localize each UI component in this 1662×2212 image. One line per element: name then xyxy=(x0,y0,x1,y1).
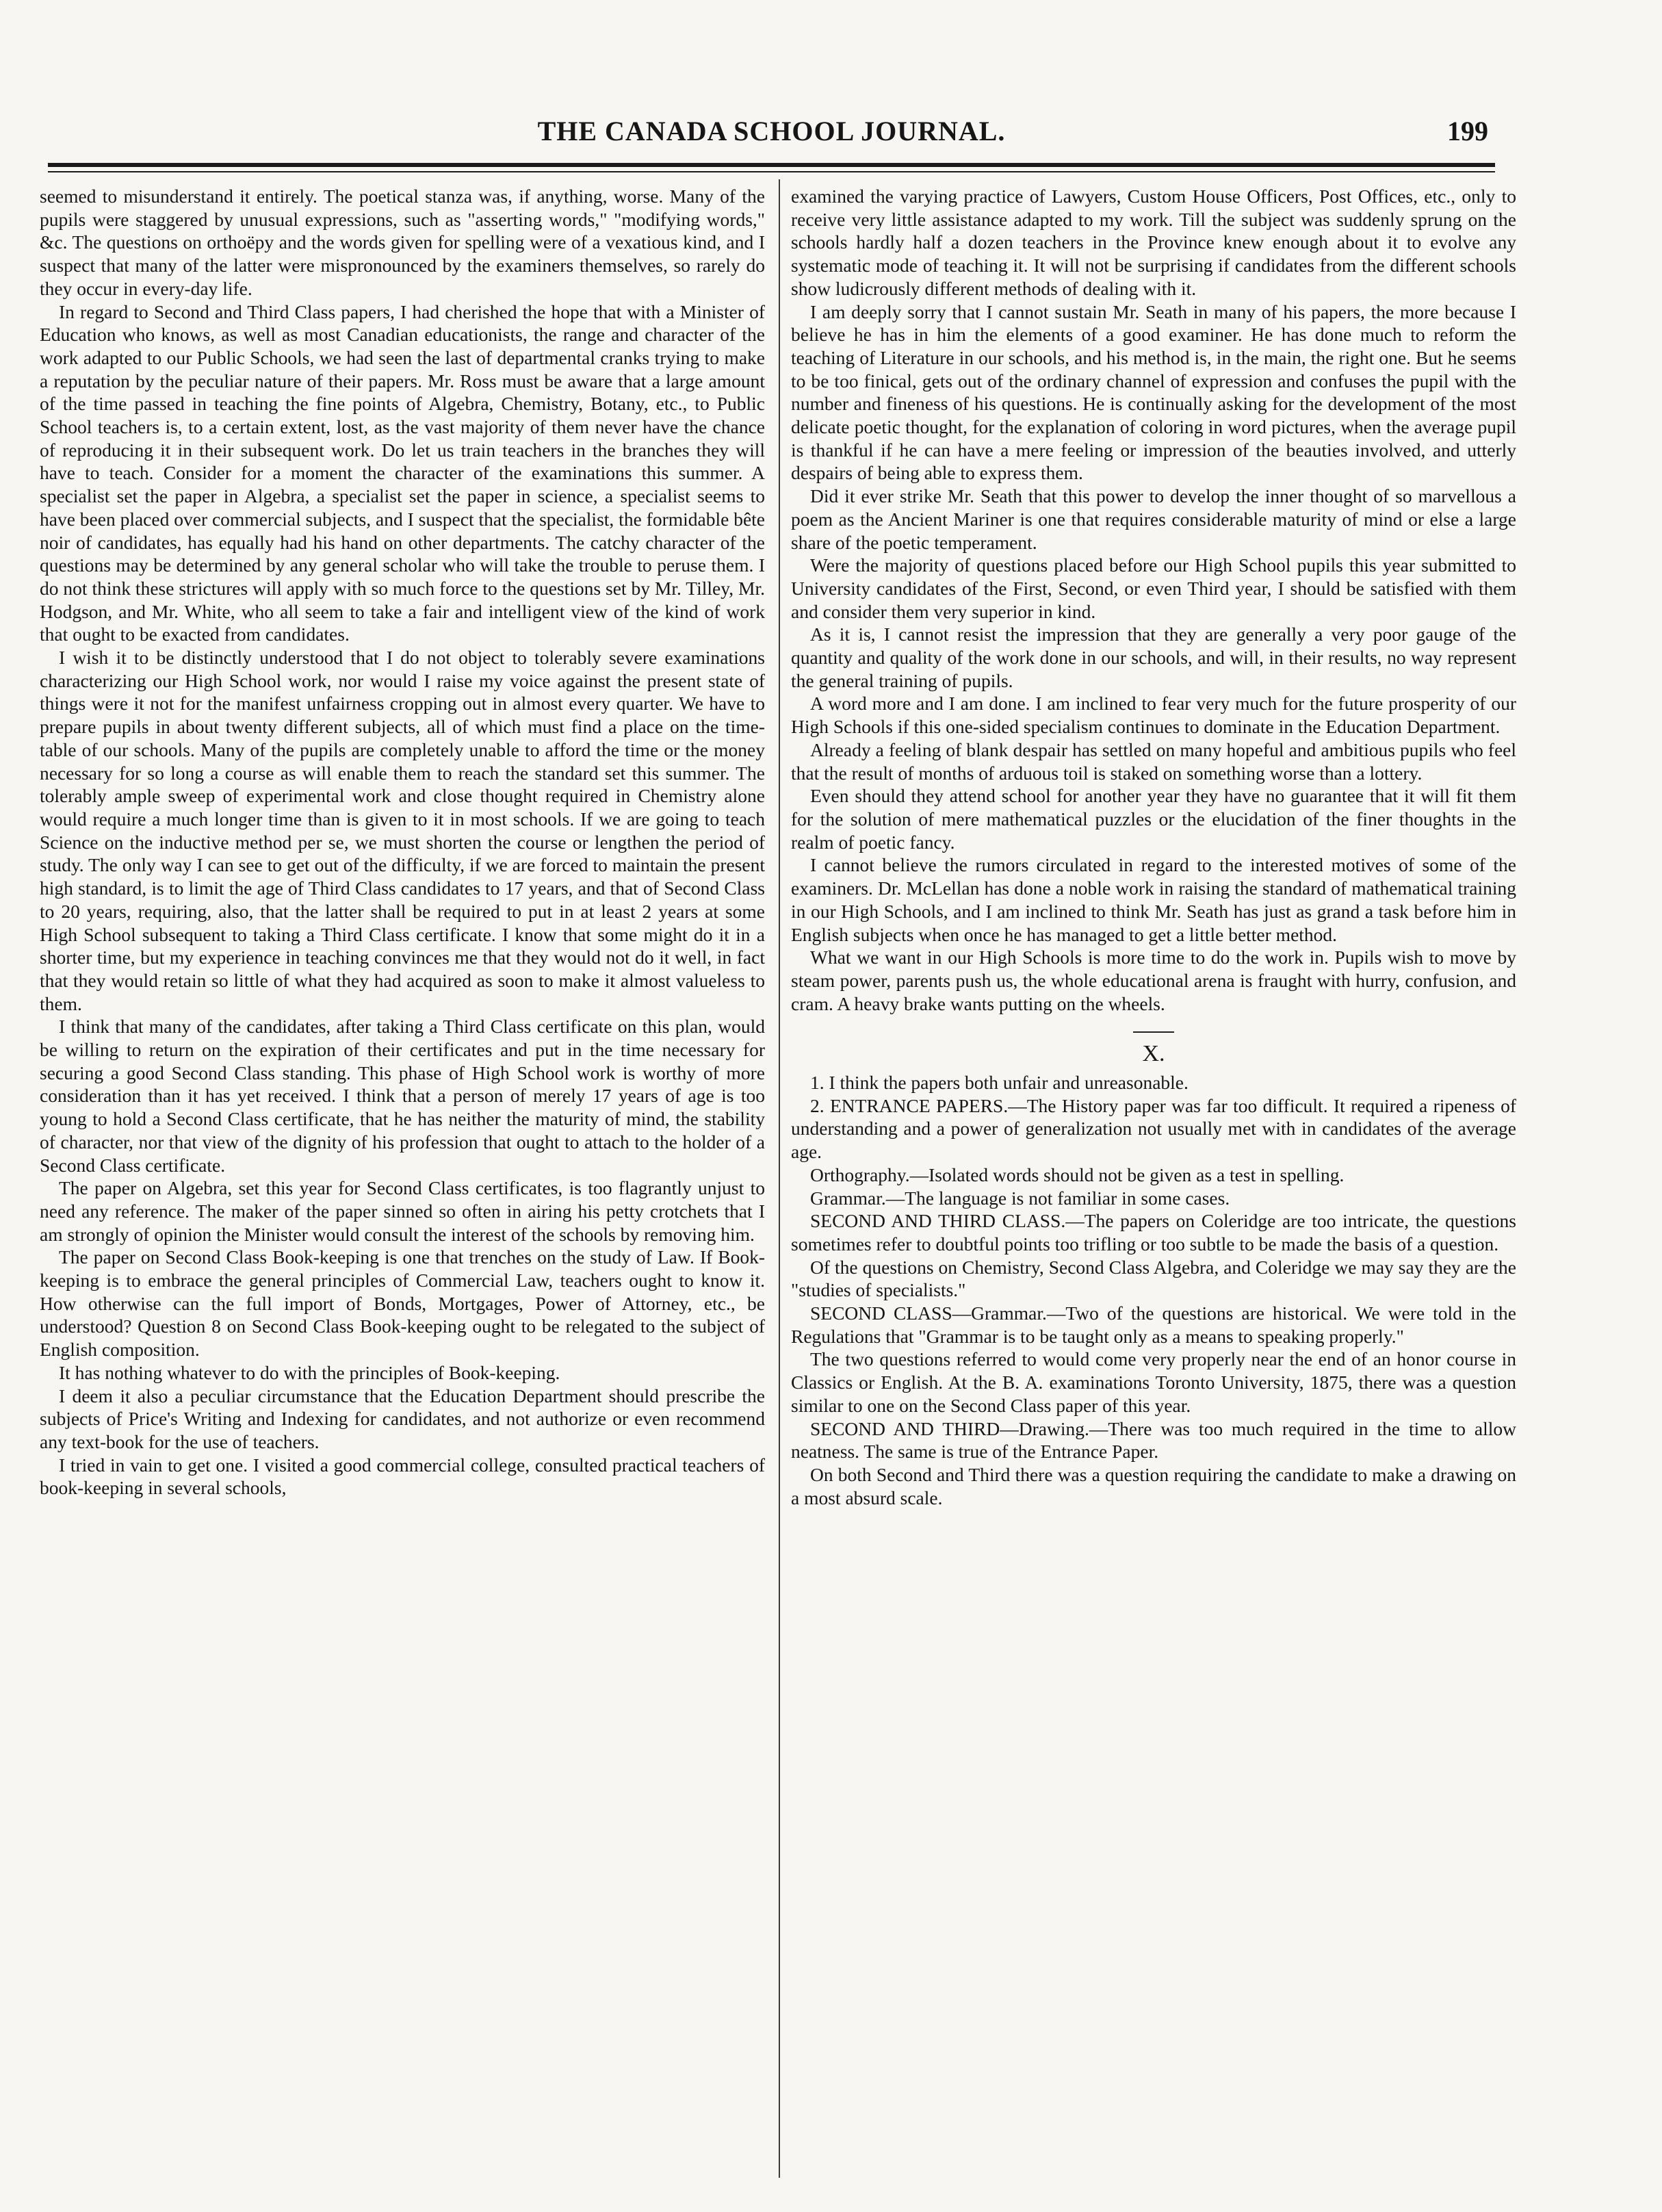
right-column xyxy=(791,185,1516,1509)
paragraph: seemed to misunderstand it entirely. The poetical stanza was, if anything, worse. Many of the pupils were staggered by unusual expressions, such as "asserting words," "modifying words," &c. The questions on orthoëpy and the words given for spelling were of a vexatious kind, and I suspect that many of the latter were mispronounced by the examiners themselves, so rarely do they occur in every-day life. xyxy=(40,185,765,299)
paragraph: A word more and I am done. I am inclined to fear very much for the future prosperity of our High Schools if this one-sided specialism continues to dominate in the Education Department. xyxy=(791,693,1516,738)
paragraph: I am deeply sorry that I cannot sustain Mr. Seath in many of his papers, the more because I believe he has in him the elements of a good examiner. He has done much to reform the teaching of Literature in our schools, and his method is, in the main, the right one. But he seems to be too finical, gets out of the ordinary channel of expression and confuses the pupil with the number and fineness of his questions. He is continually asking for the development of the most delicate poetic thought, for the explanation of coloring in word pictures, when the average pupil is thankful if he can have a mere feeling or impression of the beauties involved, and utterly despairs of being able to express them. xyxy=(791,300,1516,484)
paragraph: Did it ever strike Mr. Seath that this power to develop the inner thought of so marvellous a poem as the Ancient Mariner is one that requires considerable maturity of mind or else a large share of the poetic temperament. xyxy=(791,485,1516,553)
page-header xyxy=(48,115,1495,156)
paragraph: I cannot believe the rumors circulated in regard to the interested motives of some of the examiners. Dr. McLellan has done a noble work in raising the standard of mathematical training in our High Schools, and I am inclined to think Mr. Seath has just as grand a task before him in English subjects when once he has managed to get a little better method. xyxy=(791,854,1516,945)
section-rule xyxy=(1133,1031,1174,1033)
page-number: 199 xyxy=(1447,116,1488,146)
section-heading xyxy=(791,1031,1516,1066)
paragraph: SECOND AND THIRD CLASS.—The papers on Coleridge are too intricate, the questions sometimes refer to doubtful points too trifling or too subtle to be made the basis of a question. xyxy=(791,1210,1516,1255)
section-numeral: X. xyxy=(1142,1041,1165,1067)
header-rule-thin xyxy=(48,171,1495,172)
left-column xyxy=(40,185,765,1500)
paragraph: SECOND AND THIRD—Drawing.—There was too much required in the time to allow neatness. The same is true of the Entrance Paper. xyxy=(791,1417,1516,1463)
column-divider xyxy=(779,179,780,2178)
paragraph: The paper on Second Class Book-keeping is one that trenches on the study of Law. If Book-keeping is to embrace the general principles of Commercial Law, teachers ought to know it. How otherwise can the full import of Bonds, Mortgages, Power of Attorney, etc., be understood? Question 8 on Second Class Book-keeping ought to be relegated to the subject of English composition. xyxy=(40,1246,765,1361)
paragraph: On both Second and Third there was a question requiring the candidate to make a drawing on a most absurd scale. xyxy=(791,1463,1516,1508)
paragraph: I think that many of the candidates, after taking a Third Class certificate on this plan, would be willing to return on the expiration of their certificates and put in the time necessary for securing a good Second Class standing. This phase of High School work is worthy of more consideration than it has yet received. I think that a person of merely 17 years of age is too young to hold a Second Class certificate, that he has neither the maturity of mind, the stability of character, nor that view of the dignity of his profession that ought to attach to the holder of a Second Class certificate. xyxy=(40,1016,765,1176)
paragraph: examined the varying practice of Lawyers, Custom House Officers, Post Offices, etc., only to receive very little assistance adapted to my work. Till the subject was suddenly sprung on the schools hardly half a dozen teachers in the Province knew enough about it to evolve any systematic mode of teaching it. It will not be surprising if candidates from the different schools show ludicrously different methods of dealing with it. xyxy=(791,185,1516,299)
paragraph: I tried in vain to get one. I visited a good commercial college, consulted practical teachers of book-keeping in several schools, xyxy=(40,1454,765,1499)
paragraph: I deem it also a peculiar circumstance that the Education Department should prescribe the subjects of Price's Writing and Indexing for candidates, and not authorize or even recommend any text-book for the use of teachers. xyxy=(40,1385,765,1452)
paragraph: Even should they attend school for another year they have no guarantee that it will fit them for the solution of mere mathematical puzzles or the elucidation of the finer thoughts in the realm of poetic fancy. xyxy=(791,785,1516,853)
paragraph: It has nothing whatever to do with the principles of Book-keeping. xyxy=(59,1361,560,1383)
paragraph: Grammar.—The language is not familiar in some cases. xyxy=(810,1187,1230,1209)
paragraph: Were the majority of questions placed before our High School pupils this year submitted to University candidates of the First, Second, or even Third year, I should be satisfied with them and consider them very superior in kind. xyxy=(791,554,1516,622)
paragraph: Already a feeling of blank despair has settled on many hopeful and ambitious pupils who feel that the result of months of arduous toil is staked on something worse than a lottery. xyxy=(791,738,1516,784)
paragraph: Of the questions on Chemistry, Second Class Algebra, and Coleridge we may say they are the "studies of specialists." xyxy=(791,1256,1516,1301)
paragraph: The two questions referred to would come very properly near the end of an honor course in Classics or English. At the B. A. examinations Toronto University, 1875, there was a question similar to one on the Second Class paper of this year. xyxy=(791,1348,1516,1416)
paragraph: Orthography.—Isolated words should not be given as a test in spelling. xyxy=(810,1163,1345,1185)
paragraph: As it is, I cannot resist the impression that they are generally a very poor gauge of the quantity and quality of the work done in our schools, and will, in their results, no way represent the general training of pupils. xyxy=(791,623,1516,691)
header-rule-thick xyxy=(48,163,1495,167)
paragraph: I wish it to be distinctly understood that I do not object to tolerably severe examinations characterizing our High School work, nor would I raise my voice against the present state of things were it not for the manifest unfairness cropping out in almost every quarter. We have to prepare pupils in about twenty different subjects, all of which must find a place on the time-table of our schools. Many of the pupils are completely unable to afford the time or the money necessary for so long a course as will enable them to reach the standard set this summer. The tolerably ample sweep of experimental work and close thought required in Chemistry alone would require a much longer time than is given to it in most schools. If we are going to teach Science on the inductive method per se, we must shorten the course or lengthen the period of study. The only way I can see to get out of the difficulty, if we are forced to maintain the present high standard, is to limit the age of Third Class candidates to 17 years, and that of Second Class to 20 years, requiring, also, that the latter shall be required to put in at least 2 years at some High School subsequent to taking a Third Class certificate. I know that some might do it in a shorter time, but my experience in teaching convinces me that they would not do it well, in fact that they would retain so little of what they had acquired as soon to make it almost valueless to them. xyxy=(40,647,765,1014)
paragraph: What we want in our High Schools is more time to do the work in. Pupils wish to move by steam power, parents push us, the whole educational arena is fraught with hurry, confusion, and cram. A heavy brake wants putting on the wheels. xyxy=(791,947,1516,1014)
paragraph: 2. ENTRANCE PAPERS.—The History paper was far too difficult. It required a ripeness of understanding and a power of generalization not usually met with in candidates of the average age. xyxy=(791,1094,1516,1163)
journal-title: THE CANADA SCHOOL JOURNAL. xyxy=(537,116,1006,146)
paragraph: The paper on Algebra, set this year for Second Class certificates, is too flagrantly unjust to need any reference. The maker of the paper sinned so often in airing his petty crotchets that I am strongly of opinion the Minister would consult the interest of the schools by removing him. xyxy=(40,1177,765,1245)
paragraph: 1. I think the papers both unfair and unreasonable. xyxy=(810,1072,1189,1094)
paragraph: SECOND CLASS—Grammar.—Two of the questions are historical. We were told in the Regulations that "Grammar is to be taught only as a means to speaking properly." xyxy=(791,1302,1516,1347)
paragraph: In regard to Second and Third Class papers, I had cherished the hope that with a Minister of Education who knows, as well as most Canadian educationists, the range and character of the work adapted to our Public Schools, we had seen the last of departmental cranks trying to make a reputation by the peculiar nature of their papers. Mr. Ross must be aware that a large amount of the time passed in teaching the fine points of Algebra, Chemistry, Botany, etc., to Public School teachers is, to a certain extent, lost, as the vast majority of them never have the chance of reproducing it in their subsequent work. Do let us train teachers in the branches they will have to teach. Consider for a moment the character of the examinations this summer. A specialist set the paper in Algebra, a specialist set the paper in science, a specialist seems to have been placed over commercial subjects, and I suspect that the specialist, the formidable bête noir of candidates, has equally had his hand on other departments. The catchy character of the questions may be determined by any general scholar who will take the trouble to peruse them. I do not think these strictures will apply with so much force to the questions set by Mr. Tilley, Mr. Hodgson, and Mr. White, who all seem to take a fair and intelligent view of the kind of work that ought to be exacted from candidates. xyxy=(40,300,765,645)
